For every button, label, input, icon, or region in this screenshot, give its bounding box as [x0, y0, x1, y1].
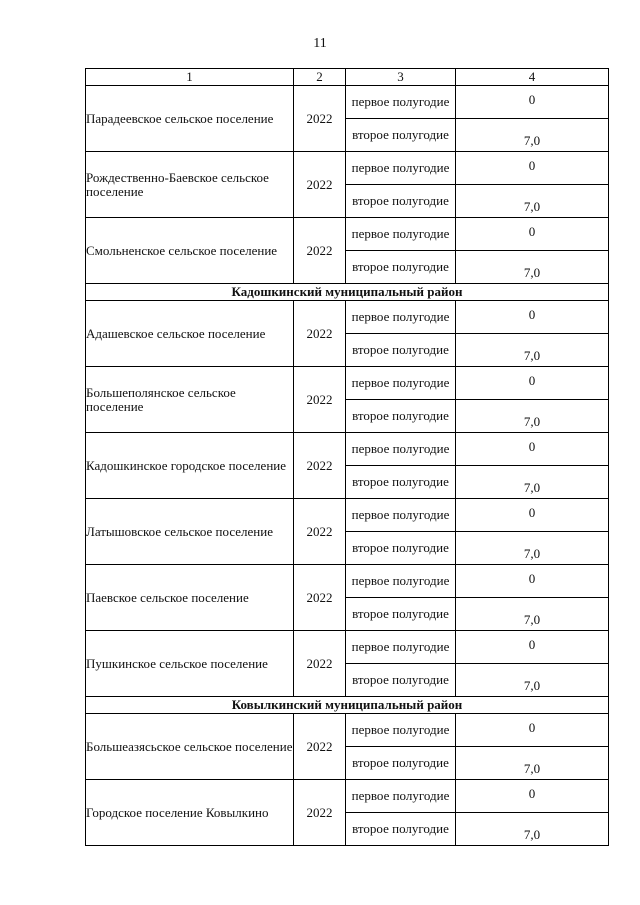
settlement-name: Городское поселение Ковылкино [86, 780, 294, 846]
period-cell: первое полугодие [346, 218, 456, 251]
settlement-name: Пушкинское сельское поселение [86, 631, 294, 697]
value-cell: 7,0 [456, 664, 609, 697]
period-cell: второе полугодие [346, 400, 456, 433]
value-cell: 7,0 [456, 400, 609, 433]
period-cell: второе полугодие [346, 119, 456, 152]
table-row [86, 780, 609, 813]
table-row [86, 86, 609, 119]
table-row [86, 301, 609, 334]
column-header-2: 2 [294, 69, 346, 86]
period-cell: второе полугодие [346, 747, 456, 780]
value-cell: 7,0 [456, 185, 609, 218]
value-cell: 7,0 [456, 813, 609, 846]
district-heading: Кадошкинский муниципальный район [86, 284, 609, 301]
period-cell: второе полугодие [346, 532, 456, 565]
table-row [86, 631, 609, 664]
value-cell: 0 [456, 780, 609, 813]
column-header-1: 1 [86, 69, 294, 86]
column-header-4: 4 [456, 69, 609, 86]
period-cell: первое полугодие [346, 714, 456, 747]
year-cell: 2022 [294, 631, 346, 697]
settlement-name: Латышовское сельское поселение [86, 499, 294, 565]
value-cell: 0 [456, 367, 609, 400]
district-heading-row [86, 697, 609, 714]
value-cell: 7,0 [456, 466, 609, 499]
value-cell: 7,0 [456, 334, 609, 367]
period-cell: первое полугодие [346, 631, 456, 664]
district-heading-row [86, 284, 609, 301]
settlement-name: Парадеевское сельское поселение [86, 86, 294, 152]
year-cell: 2022 [294, 499, 346, 565]
table-row [86, 499, 609, 532]
period-cell: второе полугодие [346, 334, 456, 367]
value-cell: 7,0 [456, 532, 609, 565]
value-cell: 0 [456, 433, 609, 466]
settlement-name: Кадошкинское городское поселение [86, 433, 294, 499]
period-cell: первое полугодие [346, 301, 456, 334]
year-cell: 2022 [294, 301, 346, 367]
year-cell: 2022 [294, 367, 346, 433]
period-cell: первое полугодие [346, 565, 456, 598]
table-row [86, 714, 609, 747]
period-cell: первое полугодие [346, 499, 456, 532]
value-cell: 7,0 [456, 598, 609, 631]
value-cell: 0 [456, 565, 609, 598]
period-cell: второе полугодие [346, 664, 456, 697]
period-cell: первое полугодие [346, 780, 456, 813]
page-number: 11 [313, 36, 327, 51]
year-cell: 2022 [294, 714, 346, 780]
column-header-3: 3 [346, 69, 456, 86]
year-cell: 2022 [294, 433, 346, 499]
data-table [85, 68, 609, 846]
value-cell: 0 [456, 152, 609, 185]
settlement-name: Смольненское сельское поселение [86, 218, 294, 284]
period-cell: первое полугодие [346, 152, 456, 185]
year-cell: 2022 [294, 218, 346, 284]
district-heading: Ковылкинский муниципальный район [86, 697, 609, 714]
period-cell: второе полугодие [346, 598, 456, 631]
period-cell: первое полугодие [346, 433, 456, 466]
value-cell: 0 [456, 499, 609, 532]
period-cell: второе полугодие [346, 813, 456, 846]
period-cell: первое полугодие [346, 86, 456, 119]
value-cell: 0 [456, 218, 609, 251]
table-row [86, 218, 609, 251]
settlement-name: Большеазясьское сельское поселение [86, 714, 294, 780]
settlement-name: Адашевское сельское поселение [86, 301, 294, 367]
table-row [86, 433, 609, 466]
value-cell: 0 [456, 86, 609, 119]
year-cell: 2022 [294, 565, 346, 631]
table-body [86, 86, 609, 846]
settlement-name: Большеполянское сельское поселение [86, 367, 294, 433]
settlement-name: Паевское сельское поселение [86, 565, 294, 631]
table-row [86, 367, 609, 400]
value-cell: 7,0 [456, 119, 609, 152]
value-cell: 0 [456, 631, 609, 664]
table-row [86, 152, 609, 185]
value-cell: 7,0 [456, 251, 609, 284]
settlement-name: Рождественно-Баевское сельское поселение [86, 152, 294, 218]
table-row [86, 565, 609, 598]
year-cell: 2022 [294, 152, 346, 218]
period-cell: второе полугодие [346, 185, 456, 218]
value-cell: 7,0 [456, 747, 609, 780]
period-cell: второе полугодие [346, 466, 456, 499]
value-cell: 0 [456, 714, 609, 747]
period-cell: первое полугодие [346, 367, 456, 400]
value-cell: 0 [456, 301, 609, 334]
year-cell: 2022 [294, 780, 346, 846]
table-header-row [86, 69, 609, 86]
year-cell: 2022 [294, 86, 346, 152]
period-cell: второе полугодие [346, 251, 456, 284]
